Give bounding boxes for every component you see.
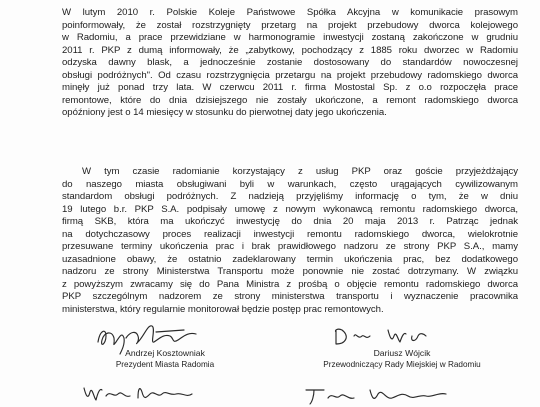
paragraph-2-line-9: nadzoru ze strony Ministerstwa Transportu może ponownie nie zostać dotrzymany. W związku <box>62 266 518 278</box>
paragraph-1-line-6: obsługi podróżnych". Od czasu rozstrzygnięcia przetargu na projekt przebudowy radomskiego dworca <box>62 69 518 81</box>
paragraph-2-line-11: PKP szczególnym nadzorem ze strony ministerstwa transportu i wyznaczenie pracownika <box>62 291 518 303</box>
paragraph-2-line-2: do naszego miasta obsługiwani byli w warunkach, często urągających cywilizowanym <box>62 178 518 190</box>
signature-block-mayor <box>100 348 230 370</box>
signature-bottom-left-scribble <box>80 382 210 407</box>
paragraph-2-line-12: ministerstwa, który regularnie monitorował będzie postęp prac remontowych. <box>62 304 384 316</box>
paragraph-1-line-9: opóźniony jest o 14 miesięcy w stosunku do pierwotnej daty jego ukończenia. <box>62 107 387 119</box>
signature-bottom-right-scribble <box>300 384 470 407</box>
paragraph-2-line-10: z powyższym zwracamy się do Pana Ministra z prośbą o objęcie remontu radomskiego dworca <box>62 278 518 290</box>
paragraph-2-line-6: na dotychczasowy proces realizacji inwestycji remontu radomskiego dworca, wielokrotnie <box>62 228 518 240</box>
paragraph-2-line-3: standardom obsługi podróżnych. Z nadzieją przyjęliśmy informację o tym, że w dniu <box>62 191 518 203</box>
paragraph-1-line-4: 2011 r. PKP z dumą informowały, że „zabytkowy, pochodzący z 1885 roku dworzec w Radomiu <box>62 44 518 56</box>
signatory-role: Przewodniczący Rady Miejskiej w Radomiu <box>323 360 481 369</box>
paragraph-2-line-5: firmą SKB, która ma ukończyć inwestycję do dnia 20 maja 2013 r. Patrząc jednak <box>62 216 518 228</box>
paragraph-1-line-2: poinformowały, że został rozstrzygnięty przetarg na projekt przebudowy dworca kolejowego <box>62 19 518 31</box>
paragraph-2-line-7: przesuwane terminy ukończenia prac i brak prawidłowego nadzoru ze strony PKP S.A., mamy <box>62 241 518 253</box>
paragraph-2-line-8: uzasadnione obawy, że ostatnio zadeklarowany termin ukończenia prac, bez dodatkowego <box>62 253 518 265</box>
signatory-role: Prezydent Miasta Radomia <box>115 360 215 369</box>
paragraph-1-line-5: odzyska dawny blask, a jednocześnie zostanie dostosowany do standardów nowoczesnej <box>62 57 518 69</box>
signatory-name: Dariusz Wójcik <box>373 348 431 358</box>
signature-block-council-chair <box>318 348 486 370</box>
signatory-name: Andrzej Kosztowniak <box>125 348 205 358</box>
paragraph-2-line-4: 19 lutego b.r. PKP S.A. podpisały umowę z nowym wykonawcą remontu radomskiego dworca, <box>62 203 518 215</box>
paragraph-1-line-1: W lutym 2010 r. Polskie Koleje Państwowe Spółka Akcyjna w komunikacie prasowym <box>62 7 518 18</box>
paragraph-2-line-1: W tym czasie radomianie korzystający z usług PKP oraz goście przyjeżdżający <box>82 166 518 177</box>
letter-paragraph-1 <box>62 7 518 120</box>
letter-paragraph-2 <box>62 166 518 317</box>
paragraph-1-line-7: minęły już ponad trzy lata. W czerwcu 2011 r. firma Mostostal Sp. z o.o rozpoczęła prace <box>62 82 518 94</box>
paragraph-1-line-3: w Radomiu, a prace przewidziane w harmonogramie inwestycji zostaną zakończone w grudniu <box>62 32 518 44</box>
paragraph-1-line-8: remontowe, które do dnia dzisiejszego nie zostały ukończone, a remont radomskiego dworca <box>62 94 518 106</box>
